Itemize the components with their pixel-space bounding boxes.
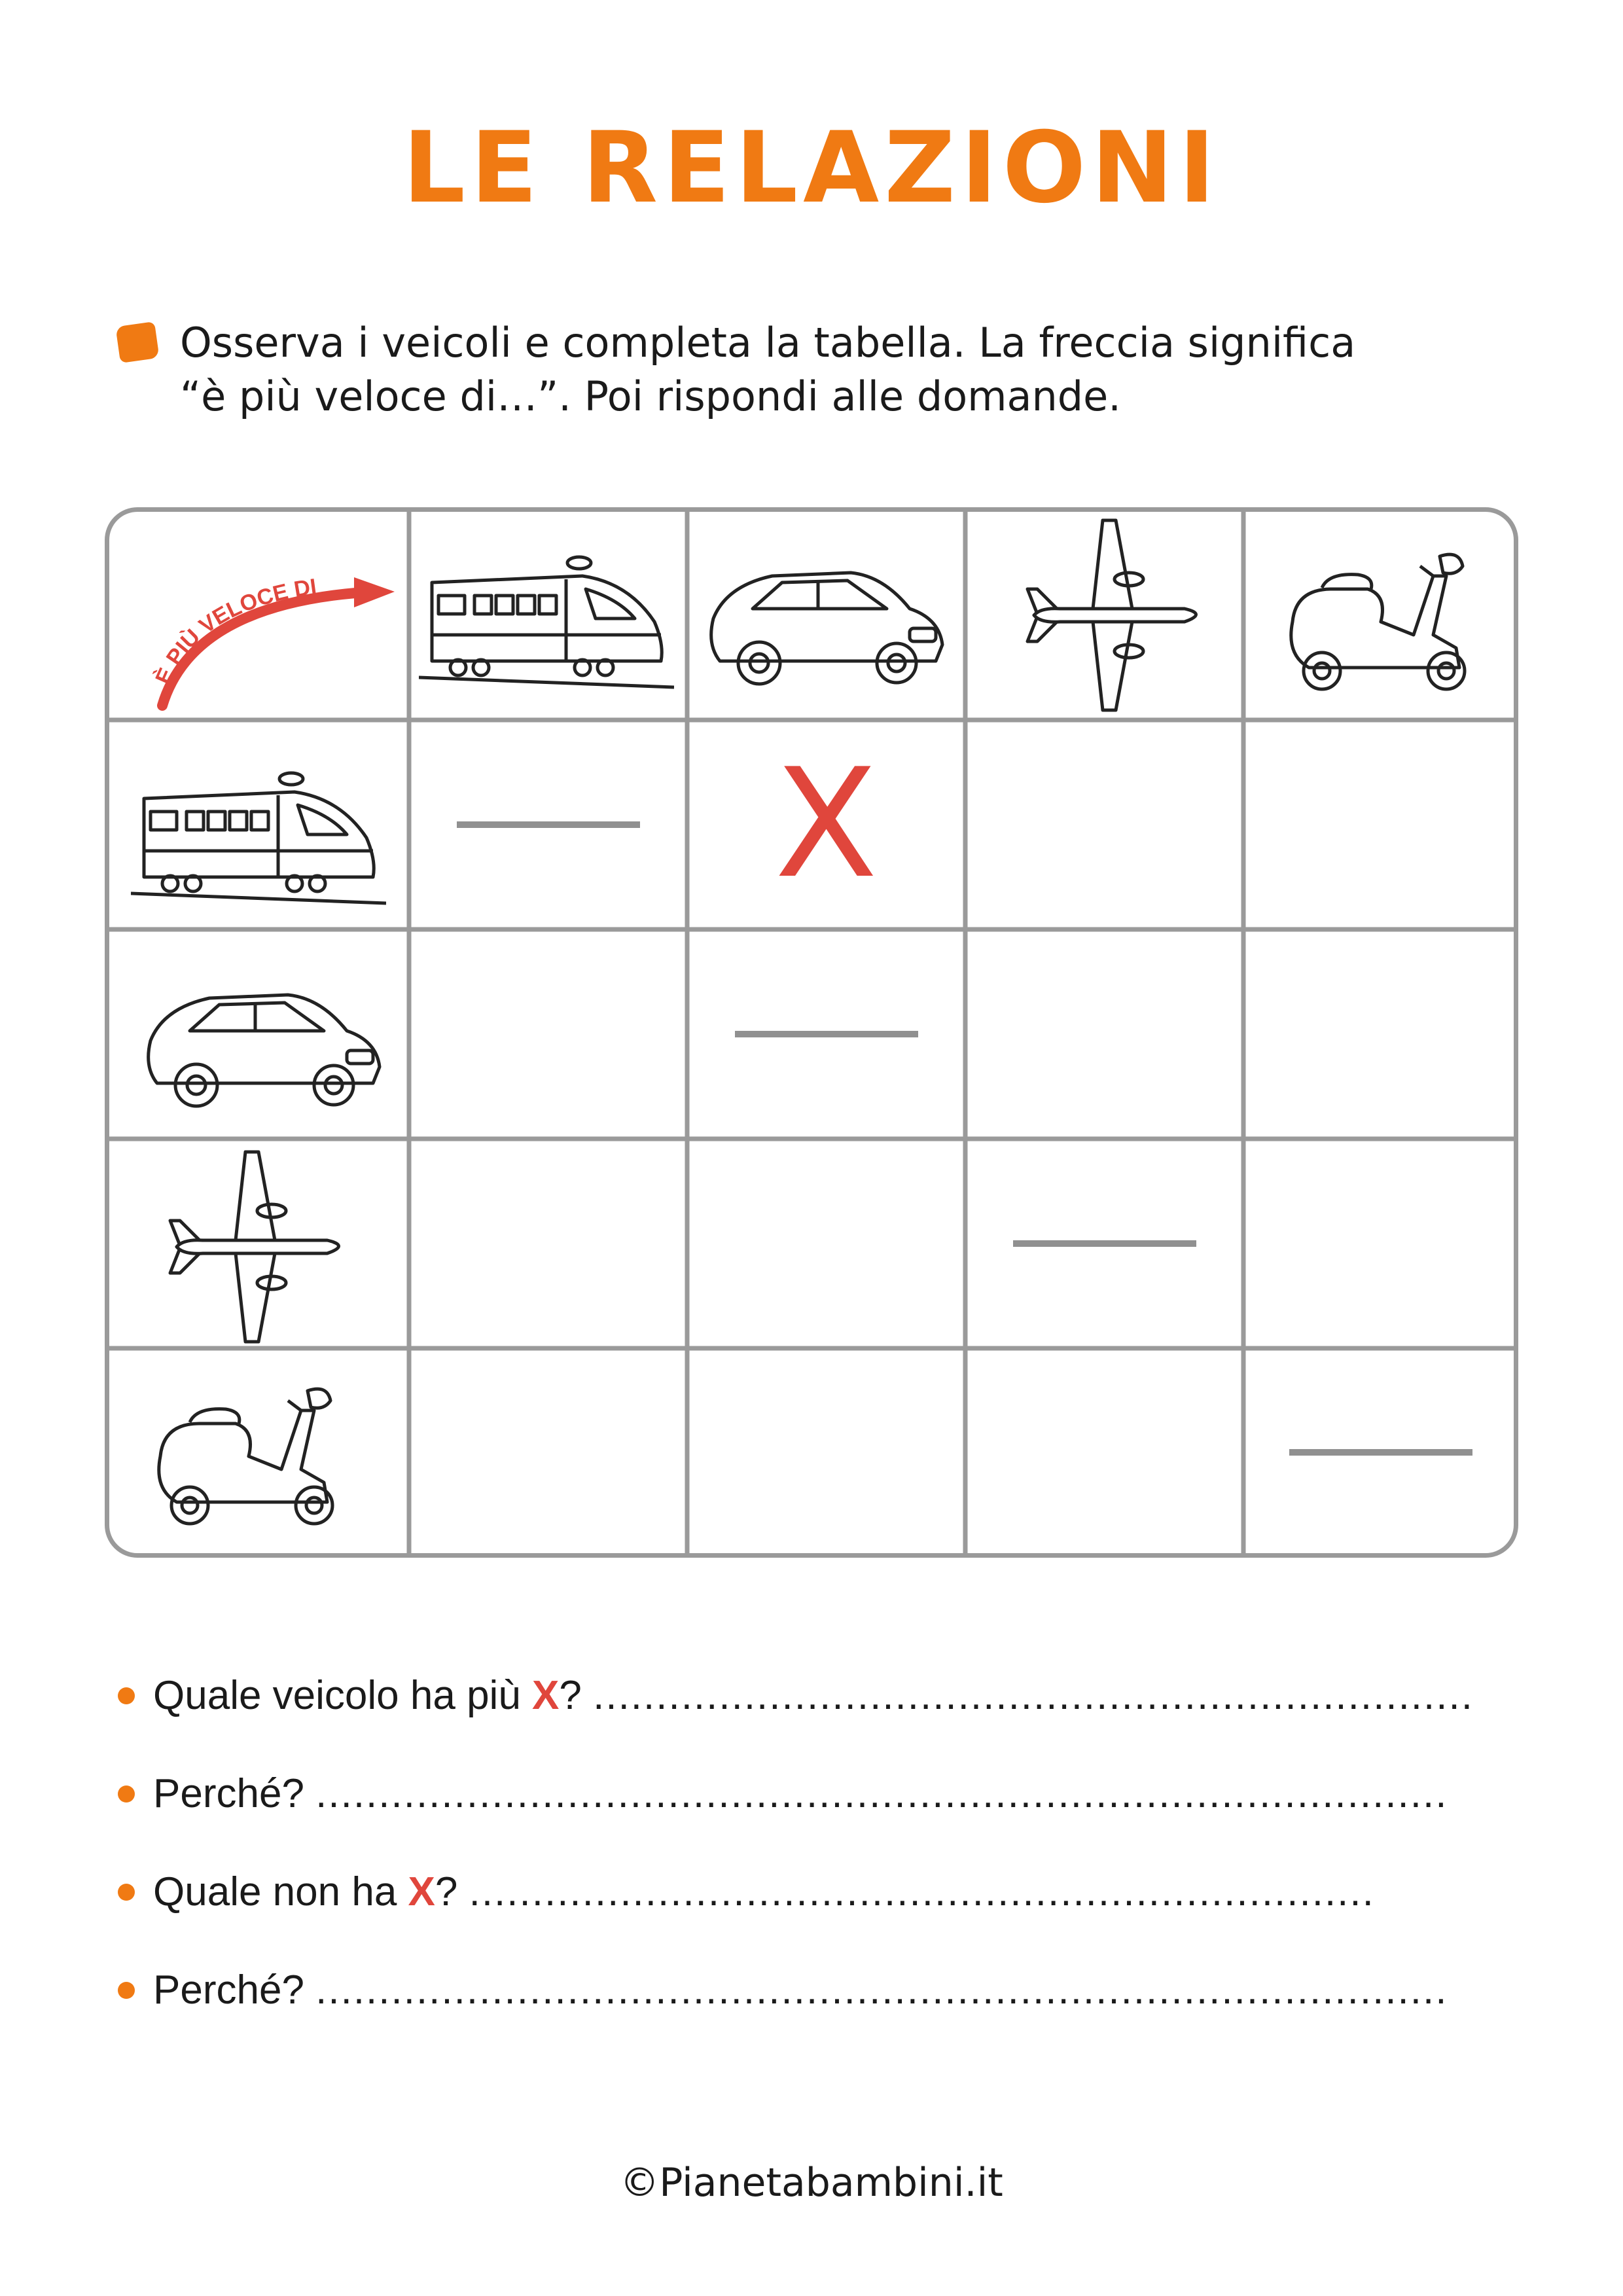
cell-airplane-scooter[interactable]	[1245, 1141, 1516, 1346]
cell-car-train[interactable]	[411, 931, 685, 1137]
diagonal-dash	[1013, 1240, 1196, 1247]
footer-copyright: ©Pianetabambini.it	[620, 2160, 1003, 2206]
column-header-car-icon	[700, 547, 952, 694]
instructions-line-2: “è più veloce di…”. Poi rispondi alle domande.	[180, 372, 1122, 420]
cell-airplane-car[interactable]	[689, 1141, 963, 1346]
column-header-train-icon	[419, 537, 674, 694]
question-suffix: ?	[435, 1869, 469, 1914]
diagonal-dash	[457, 821, 640, 828]
question-text: Quale veicolo ha più	[153, 1673, 533, 1718]
row-header-car-icon	[137, 969, 389, 1116]
instructions-line-1: Osserva i veicoli e completa la tabella. La freccia significa	[180, 319, 1356, 367]
bullet-icon	[118, 1785, 135, 1803]
diagonal-dash	[1289, 1449, 1472, 1456]
cell-train-scooter[interactable]	[1245, 722, 1516, 927]
answer-line[interactable]: ......................................................................	[593, 1673, 1474, 1718]
x-mark-inline: X	[532, 1673, 560, 1718]
row-header-scooter-icon	[151, 1371, 353, 1532]
cell-car-car[interactable]	[689, 931, 963, 1137]
cell-airplane-train[interactable]	[411, 1141, 685, 1346]
answer-line[interactable]: ..........................................................................................	[315, 1967, 1448, 2013]
question-2	[118, 1770, 1525, 1817]
row-header-airplane-icon	[164, 1149, 353, 1345]
cell-scooter-scooter[interactable]	[1245, 1350, 1516, 1554]
answer-line[interactable]: ........................................................................	[469, 1869, 1375, 1914]
x-mark-inline: X	[408, 1869, 435, 1914]
question-1	[118, 1672, 1525, 1719]
cell-airplane-airplane[interactable]	[967, 1141, 1241, 1346]
question-text: Quale non ha	[153, 1869, 408, 1914]
question-3	[118, 1869, 1525, 1915]
column-header-airplane-icon	[1021, 517, 1211, 713]
bullet-icon	[118, 1687, 135, 1704]
cell-car-airplane[interactable]	[967, 931, 1241, 1137]
faster-than-arrow	[107, 509, 409, 720]
question-suffix: ?	[559, 1673, 594, 1718]
corner-label: È PIÙ VELOCE DI	[151, 574, 319, 689]
cell-train-train[interactable]	[411, 722, 685, 927]
answer-line[interactable]: ..........................................................................................	[315, 1771, 1448, 1816]
page-title: LE RELAZIONI	[402, 111, 1221, 225]
bullet-icon	[118, 1884, 135, 1901]
bullet-icon	[118, 1982, 135, 1999]
x-mark: X	[774, 737, 878, 912]
column-header-scooter-icon	[1283, 537, 1486, 697]
diagonal-dash	[735, 1031, 918, 1037]
row-header-train-icon	[131, 753, 386, 910]
question-4	[118, 1967, 1525, 2013]
cell-car-scooter[interactable]	[1245, 931, 1516, 1137]
cell-train-car[interactable]	[689, 722, 963, 927]
question-text: Perché?	[153, 1771, 316, 1816]
cell-scooter-airplane[interactable]	[967, 1350, 1241, 1554]
cell-scooter-car[interactable]	[689, 1350, 963, 1554]
question-text: Perché?	[153, 1967, 316, 2013]
cell-train-airplane[interactable]	[967, 722, 1241, 927]
cell-scooter-train[interactable]	[411, 1350, 685, 1554]
